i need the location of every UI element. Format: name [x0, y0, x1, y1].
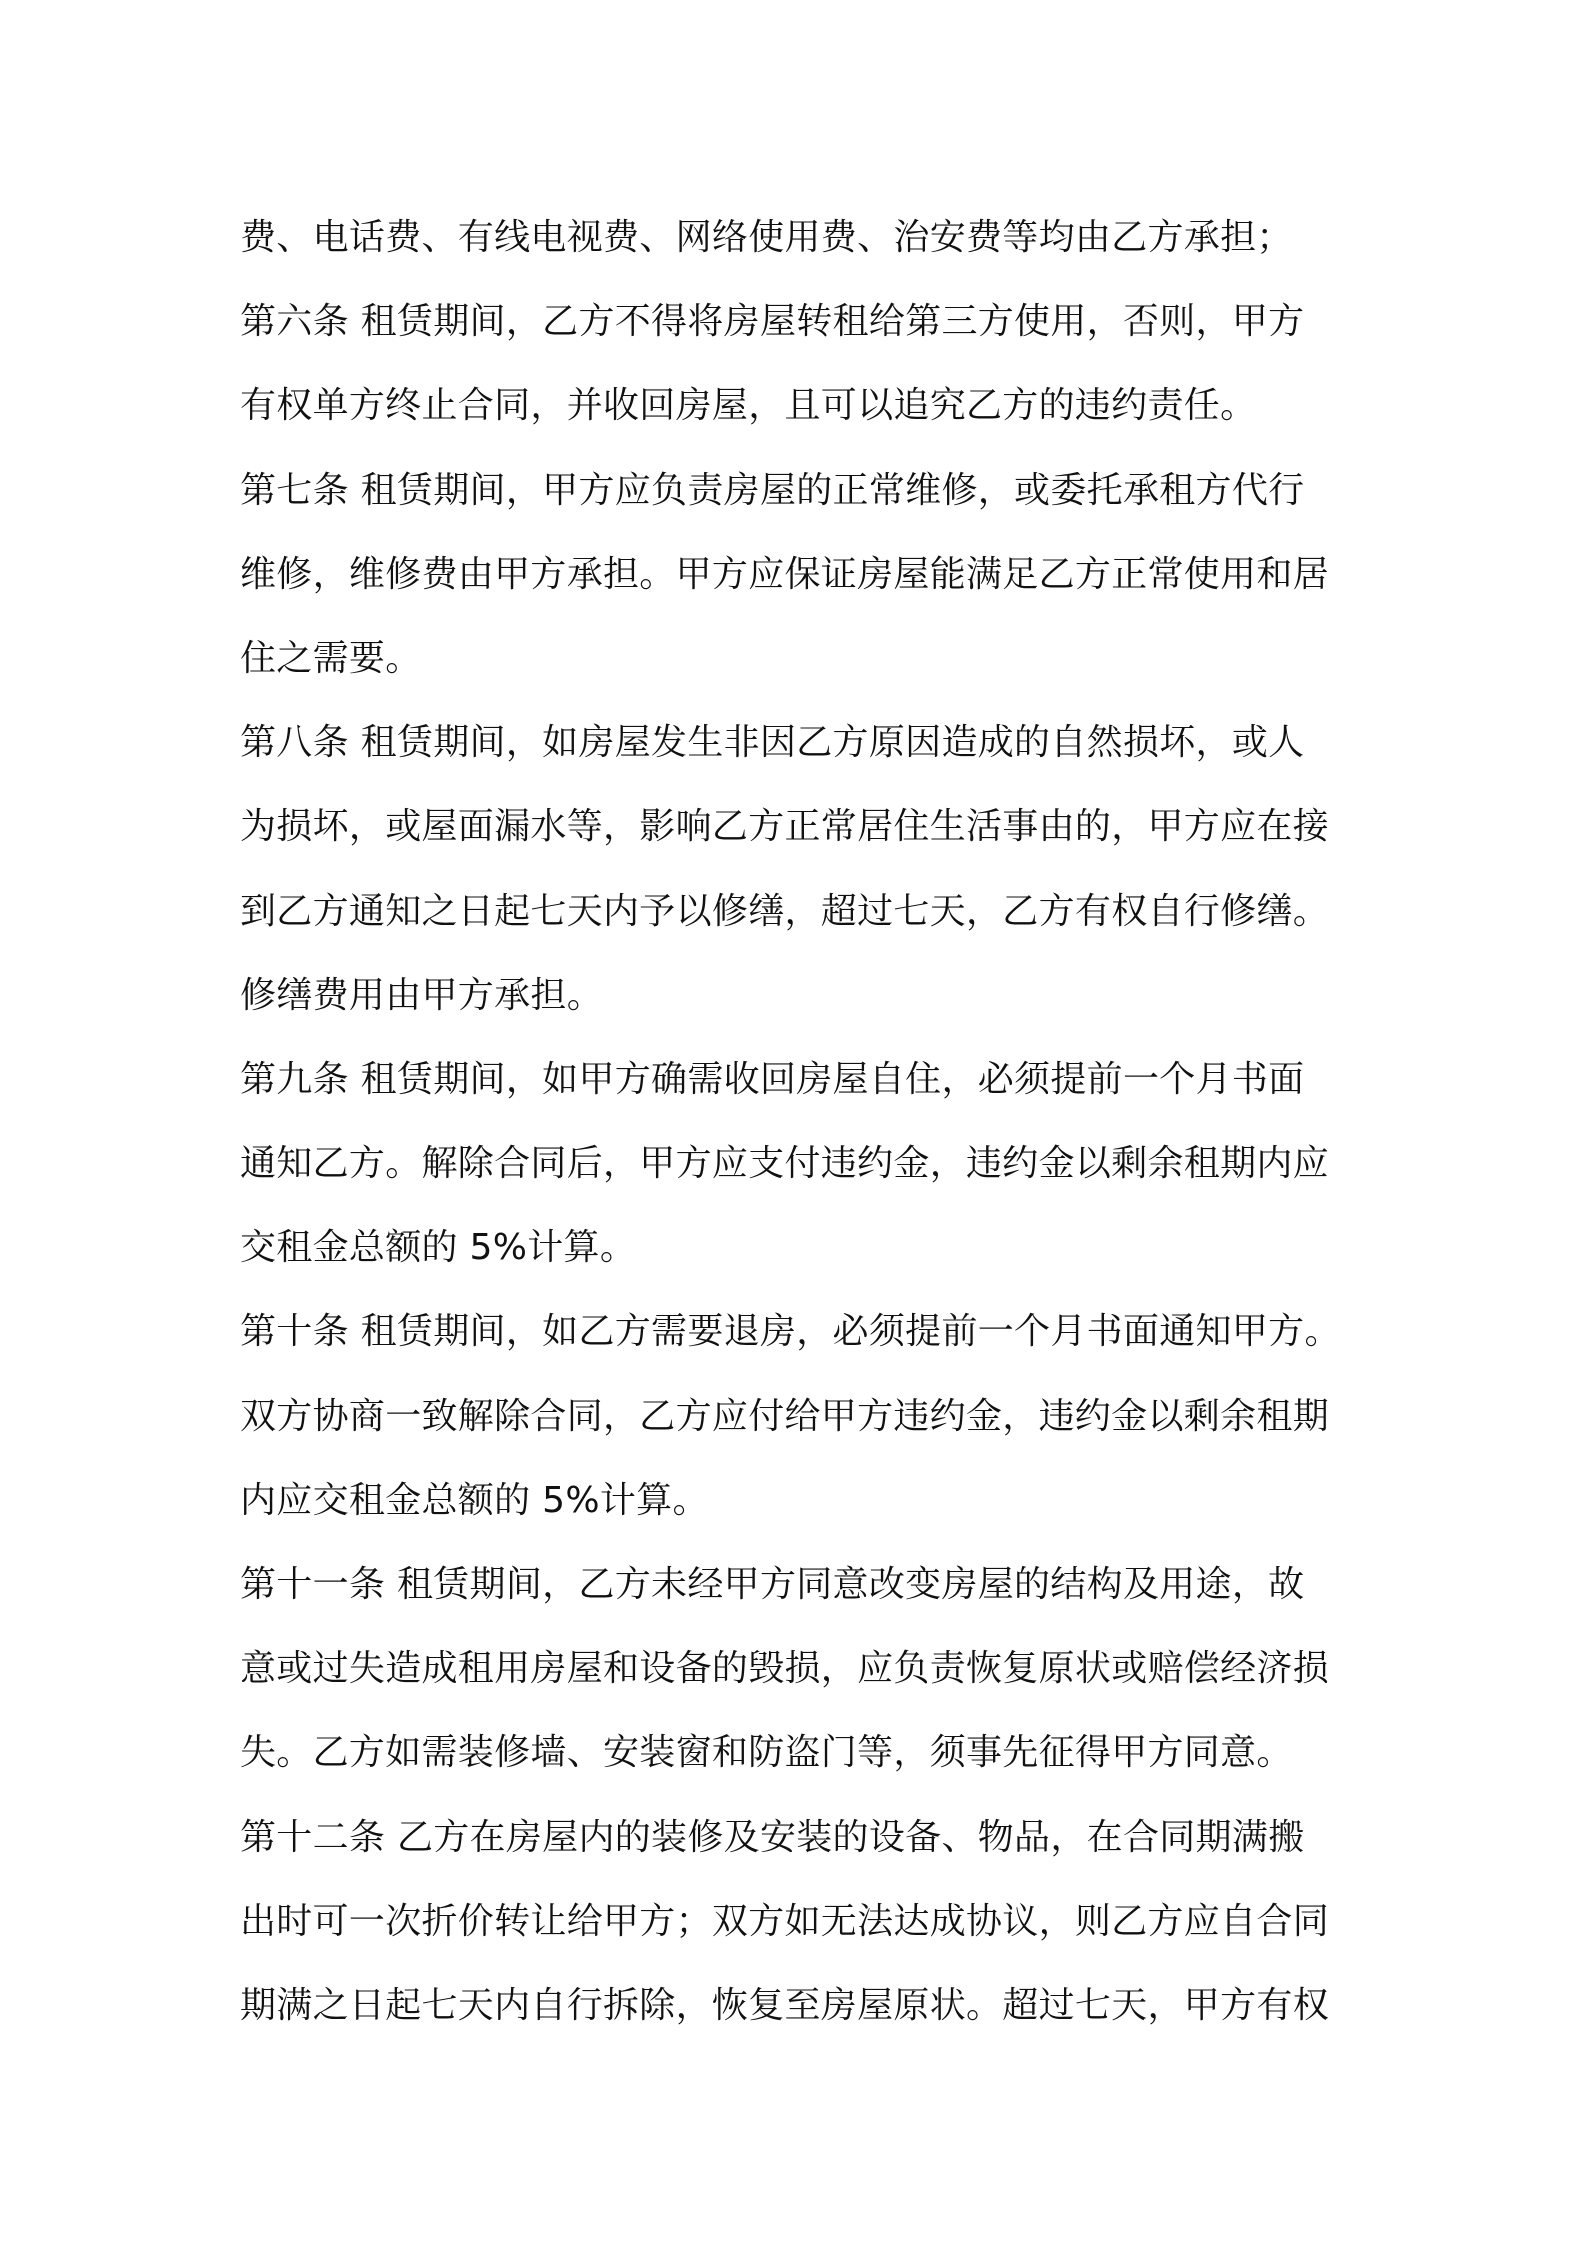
text-line: 第七条 租赁期间，甲方应负责房屋的正常维修，或委托承租方代行 — [240, 469, 1305, 511]
text-line: 为损坏，或屋面漏水等，影响乙方正常居住生活事由的，甲方应在接 — [240, 806, 1330, 848]
text-line: 第八条 租赁期间，如房屋发生非因乙方原因造成的自然损坏，或人 — [240, 722, 1305, 764]
text-line: 第十二条 乙方在房屋内的装修及安装的设备、物品，在合同期满搬 — [240, 1816, 1305, 1858]
text-line: 期满之日起七天内自行拆除，恢复至房屋原状。超过七天，甲方有权 — [240, 1984, 1330, 2026]
text-line: 第六条 租赁期间，乙方不得将房屋转租给第三方使用，否则，甲方 — [240, 301, 1305, 343]
text-line: 通知乙方。解除合同后，甲方应支付违约金，违约金以剩余租期内应 — [240, 1143, 1330, 1185]
text-line: 维修，维修费由甲方承担。甲方应保证房屋能满足乙方正常使用和居 — [240, 553, 1330, 595]
text-line: 失。乙方如需装修墙、安装窗和防盗门等，须事先征得甲方同意。 — [240, 1732, 1293, 1774]
text-line: 费、电话费、有线电视费、网络使用费、治安费等均由乙方承担； — [240, 217, 1293, 258]
text-line: 有权单方终止合同，并收回房屋，且可以追究乙方的违约责任。 — [240, 385, 1257, 427]
text-line: 意或过失造成租用房屋和设备的毁损，应负责恢复原状或赔偿经济损 — [240, 1648, 1330, 1690]
text-line: 住之需要。 — [240, 637, 422, 679]
text-line: 出时可一次折价转让给甲方；双方如无法达成协议，则乙方应自合同 — [240, 1900, 1330, 1942]
text-line: 第九条 租赁期间，如甲方确需收回房屋自住，必须提前一个月书面 — [240, 1058, 1305, 1100]
text-line: 内应交租金总额的 5%计算。 — [240, 1479, 709, 1521]
text-line: 双方协商一致解除合同，乙方应付给甲方违约金，违约金以剩余租期 — [240, 1395, 1330, 1437]
text-line: 修缮费用由甲方承担。 — [240, 974, 604, 1016]
text-line: 交租金总额的 5%计算。 — [240, 1227, 637, 1269]
text-line: 第十一条 租赁期间，乙方未经甲方同意改变房屋的结构及用途，故 — [240, 1564, 1305, 1605]
contract-text — [240, 196, 1360, 2048]
text-line: 到乙方通知之日起七天内予以修缮，超过七天，乙方有权自行修缮。 — [240, 890, 1330, 932]
text-line: 第十条 租赁期间，如乙方需要退房，必须提前一个月书面通知甲方。 — [240, 1311, 1341, 1353]
